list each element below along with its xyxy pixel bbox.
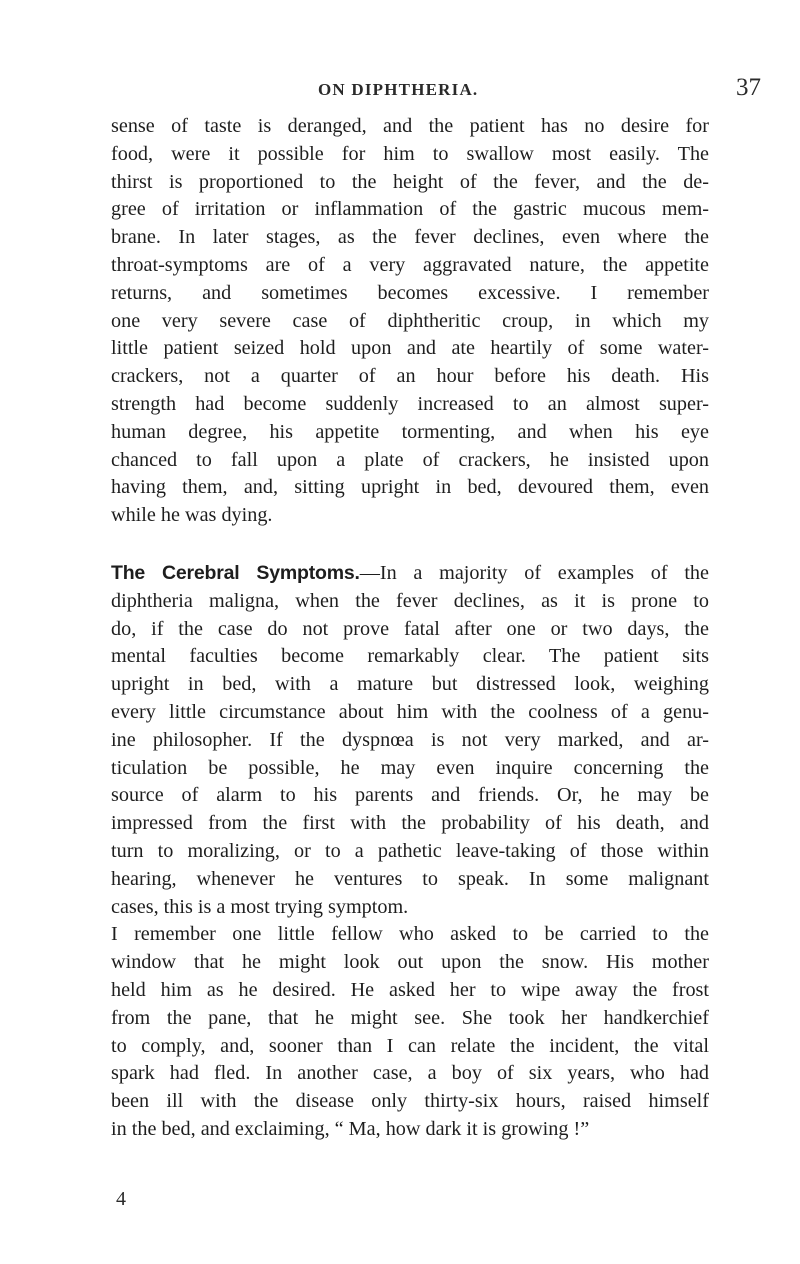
text-line: turn to moralizing, or to a pathetic leave-taking of those within — [111, 839, 709, 862]
section-heading: The Cerebral Symptoms. — [111, 562, 360, 584]
text-line: little patient seized hold upon and ate heartily of some water- — [111, 337, 709, 360]
text-line: do, if the case do not prove fatal after one or two days, the — [111, 617, 709, 640]
signature-mark: 4 — [116, 1188, 126, 1210]
text-line: to comply, and, sooner than I can relate the incident, the vital — [111, 1034, 709, 1057]
page-number: 37 — [736, 74, 761, 101]
text-line: chanced to fall upon a plate of crackers, he insisted upon — [111, 448, 709, 471]
section-first-line — [111, 560, 709, 588]
text-line: sense of taste is deranged, and the patient has no desire for — [111, 115, 709, 137]
text-line: held him as he desired. He asked her to wipe away the frost — [111, 978, 709, 1001]
section-cerebral-symptoms — [111, 560, 709, 1144]
text-line: having them, and, sitting upright in bed, devoured them, even — [111, 476, 709, 499]
paragraph-appetite — [111, 113, 709, 530]
text-line: window that he might look out upon the snow. His mother — [111, 951, 709, 974]
text-line: mental faculties become remarkably clear. The patient sits — [111, 645, 709, 668]
text-line: gree of irritation or inflammation of the gastric mucous mem- — [111, 198, 709, 221]
text-line: upright in bed, with a mature but distressed look, weighing — [111, 673, 709, 696]
text-line: ine philosopher. If the dyspnœa is not very marked, and ar- — [111, 728, 709, 751]
text-line: been ill with the disease only thirty-six hours, raised himself — [111, 1090, 709, 1113]
text-line: ticulation be possible, he may even inquire concerning the — [111, 756, 709, 779]
text-line: diphtheria maligna, when the fever declines, as it is prone to — [111, 589, 709, 612]
text-line: brane. In later stages, as the fever declines, even where the — [111, 226, 709, 249]
text-line: from the pane, that he might see. She took her handkerchief — [111, 1006, 709, 1029]
running-title: ON DIPHTHERIA. — [318, 80, 479, 99]
section-first-line-text: —In a majority of examples of the — [359, 562, 709, 584]
text-line: source of alarm to his parents and friends. Or, he may be — [111, 784, 709, 807]
text-line: food, were it possible for him to swallow most easily. The — [111, 142, 709, 165]
text-line: impressed from the first with the probability of his death, and — [111, 812, 709, 835]
text-line: strength had become suddenly increased to an almost super- — [111, 392, 709, 415]
text-line: one very severe case of diphtheritic croup, in which my — [111, 309, 709, 332]
text-line: every little circumstance about him with the coolness of a genu- — [111, 700, 709, 723]
text-line: throat-symptoms are of a very aggravated nature, the appetite — [111, 253, 709, 276]
text-line: cases, this is a most trying symptom. — [111, 895, 409, 918]
text-line: human degree, his appetite tormenting, and when his eye — [111, 420, 709, 443]
text-line: I remember one little fellow who asked to be carried to the — [111, 923, 709, 946]
text-line: hearing, whenever he ventures to speak. In some malignant — [111, 867, 709, 890]
text-line: spark had fled. In another case, a boy of six years, who had — [111, 1062, 709, 1085]
text-line: crackers, not a quarter of an hour before his death. His — [111, 365, 709, 388]
text-line: in the bed, and exclaiming, “ Ma, how dark it is growing !” — [111, 1117, 590, 1140]
text-line: thirst is proportioned to the height of the fever, and the de- — [111, 170, 709, 193]
text-line: while he was dying. — [111, 504, 273, 527]
text-line: returns, and sometimes becomes excessive. I remember — [111, 281, 709, 304]
